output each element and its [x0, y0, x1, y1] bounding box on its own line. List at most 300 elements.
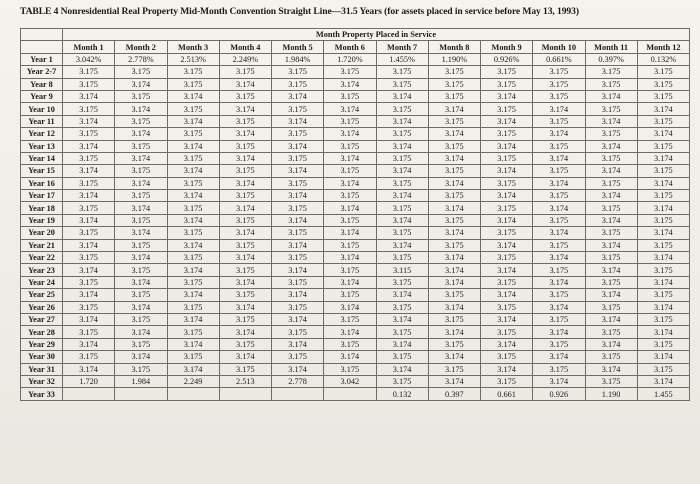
table-cell: 3.174: [115, 152, 167, 164]
row-header: Year 18: [21, 202, 63, 214]
table-cell: 3.175: [115, 165, 167, 177]
row-header: Year 24: [21, 276, 63, 288]
table-cell: 3.175: [324, 239, 376, 251]
table-row: [21, 53, 690, 65]
table-cell: 3.175: [272, 202, 324, 214]
table-row: [21, 313, 690, 325]
table-cell: 3.174: [637, 326, 689, 338]
table-cell: 2.513: [219, 375, 271, 387]
table-cell: 3.175: [376, 276, 428, 288]
table-cell: 3.174: [219, 177, 271, 189]
table-cell: 3.174: [115, 128, 167, 140]
table-cell: 3.174: [533, 152, 585, 164]
table-cell: 3.175: [481, 301, 533, 313]
table-cell: 3.175: [324, 214, 376, 226]
table-cell: 3.174: [585, 289, 637, 301]
table-row: [21, 103, 690, 115]
table-cell: 3.175: [585, 252, 637, 264]
table-cell: 3.174: [272, 289, 324, 301]
table-cell: 3.174: [481, 289, 533, 301]
table-cell: 1.720: [63, 375, 115, 387]
table-cell: 3.175: [115, 239, 167, 251]
table-cell: 3.174: [272, 115, 324, 127]
table-cell: 3.174: [428, 103, 480, 115]
table-cell: 3.175: [272, 326, 324, 338]
table-cell: 3.174: [376, 165, 428, 177]
table-cell: 3.174: [533, 177, 585, 189]
table-cell: 3.175: [324, 313, 376, 325]
table-cell: 3.174: [428, 301, 480, 313]
table-cell: 3.175: [428, 214, 480, 226]
table-cell: 0.397%: [585, 53, 637, 65]
table-cell: 3.175: [115, 90, 167, 102]
table-cell: 3.175: [167, 301, 219, 313]
table-cell: 3.174: [63, 115, 115, 127]
table-cell: 3.175: [585, 227, 637, 239]
table-cell: 3.174: [533, 276, 585, 288]
row-header: Year 13: [21, 140, 63, 152]
table-cell: 3.175: [376, 128, 428, 140]
table-cell: 3.174: [481, 140, 533, 152]
table-cell: 3.174: [167, 363, 219, 375]
table-cell: 3.175: [637, 115, 689, 127]
table-cell: 3.174: [376, 363, 428, 375]
table-cell: 3.175: [115, 140, 167, 152]
table-cell: 3.175: [219, 239, 271, 251]
table-cell: 3.175: [376, 375, 428, 387]
table-cell: 3.175: [219, 313, 271, 325]
table-cell: 3.175: [63, 103, 115, 115]
table-cell: 3.174: [63, 190, 115, 202]
table-cell: 3.174: [428, 326, 480, 338]
table-cell: 3.174: [272, 165, 324, 177]
table-cell: 3.175: [63, 66, 115, 78]
table-cell: 3.174: [376, 140, 428, 152]
table-cell: 1.984: [115, 375, 167, 387]
table-cell: 3.174: [167, 190, 219, 202]
table-cell: 3.174: [115, 326, 167, 338]
table-cell: 3.174: [533, 227, 585, 239]
table-cell: 3.174: [272, 264, 324, 276]
table-cell: 3.174: [637, 227, 689, 239]
table-cell: 3.175: [115, 190, 167, 202]
table-cell: 3.175: [428, 78, 480, 90]
column-header: Month 4: [219, 41, 271, 53]
table-cell: 3.175: [376, 66, 428, 78]
table-cell: 3.174: [167, 115, 219, 127]
table-cell: 1.984%: [272, 53, 324, 65]
table-cell: 3.174: [428, 276, 480, 288]
row-header: Year 14: [21, 152, 63, 164]
table-cell: 3.175: [63, 202, 115, 214]
column-header: Month 6: [324, 41, 376, 53]
row-header: Year 27: [21, 313, 63, 325]
table-cell: 3.175: [533, 313, 585, 325]
table-cell: 3.175: [585, 177, 637, 189]
table-cell: 3.175: [585, 301, 637, 313]
column-header: Month 9: [481, 41, 533, 53]
table-cell: 0.397: [428, 388, 480, 401]
table-cell: 3.175: [376, 252, 428, 264]
table-cell: 3.175: [167, 227, 219, 239]
table-cell: 3.175: [481, 103, 533, 115]
table-cell: 3.174: [481, 363, 533, 375]
table-cell: 3.174: [481, 165, 533, 177]
table-cell: 3.175: [63, 252, 115, 264]
table-cell: 3.175: [63, 177, 115, 189]
table-cell: 3.175: [63, 326, 115, 338]
table-cell: 3.175: [324, 363, 376, 375]
table-cell: 3.175: [167, 351, 219, 363]
column-header: Month 11: [585, 41, 637, 53]
table-cell: 3.175: [585, 276, 637, 288]
table-cell: 3.174: [63, 90, 115, 102]
table-cell: 3.175: [533, 239, 585, 251]
table-cell: 3.174: [272, 338, 324, 350]
row-header: Year 28: [21, 326, 63, 338]
table-cell: 3.175: [272, 103, 324, 115]
row-header: Year 9: [21, 90, 63, 102]
table-cell: 3.174: [481, 264, 533, 276]
table-cell: 3.174: [428, 264, 480, 276]
table-cell: 3.175: [637, 239, 689, 251]
table-cell: 3.174: [637, 351, 689, 363]
table-cell: 3.174: [219, 202, 271, 214]
table-row: [21, 252, 690, 264]
table-cell: 3.174: [533, 375, 585, 387]
table-cell: 3.175: [585, 66, 637, 78]
table-cell: 3.175: [428, 90, 480, 102]
table-cell: 3.042%: [63, 53, 115, 65]
table-cell: 3.174: [585, 239, 637, 251]
table-cell: 3.174: [272, 239, 324, 251]
table-cell: 3.175: [167, 326, 219, 338]
table-cell: 3.174: [637, 276, 689, 288]
row-header: Year 26: [21, 301, 63, 313]
table-cell: 3.174: [167, 313, 219, 325]
table-cell: 3.174: [272, 140, 324, 152]
table-cell: 3.175: [428, 190, 480, 202]
table-cell: 3.174: [637, 375, 689, 387]
table-cell: 3.174: [533, 301, 585, 313]
table-cell: 3.174: [167, 90, 219, 102]
table-cell: 3.175: [637, 214, 689, 226]
table-cell: 3.175: [115, 289, 167, 301]
table-cell: 3.175: [428, 115, 480, 127]
table-cell: 3.175: [272, 78, 324, 90]
table-cell: 3.174: [637, 177, 689, 189]
table-cell: 3.174: [63, 214, 115, 226]
table-cell: 3.175: [533, 66, 585, 78]
table-row: [21, 264, 690, 276]
table-cell: 3.175: [637, 165, 689, 177]
table-cell: 3.175: [637, 363, 689, 375]
table-cell: 3.175: [167, 202, 219, 214]
table-cell: 3.174: [219, 351, 271, 363]
row-header: Year 11: [21, 115, 63, 127]
table-cell: 3.174: [167, 239, 219, 251]
corner-cell-2: [21, 41, 63, 53]
table-row: [21, 190, 690, 202]
table-cell: 3.174: [481, 313, 533, 325]
table-cell: 3.174: [533, 128, 585, 140]
table-cell: 3.174: [585, 313, 637, 325]
table-cell: 3.174: [63, 338, 115, 350]
table-cell: 3.175: [63, 128, 115, 140]
row-header: Year 30: [21, 351, 63, 363]
table-cell: 3.174: [219, 152, 271, 164]
column-header: Month 10: [533, 41, 585, 53]
table-cell: 3.175: [428, 239, 480, 251]
table-cell: 3.174: [219, 252, 271, 264]
table-cell: 3.175: [63, 276, 115, 288]
table-cell: 3.174: [115, 202, 167, 214]
table-cell: 3.175: [167, 252, 219, 264]
table-cell: 3.175: [637, 78, 689, 90]
table-cell: 3.175: [63, 301, 115, 313]
table-cell: 3.175: [637, 66, 689, 78]
table-cell: 3.175: [115, 338, 167, 350]
table-cell: 3.174: [585, 264, 637, 276]
table-cell: 3.174: [428, 202, 480, 214]
table-cell: 3.174: [324, 227, 376, 239]
table-row: [21, 214, 690, 226]
table-cell: 3.175: [272, 66, 324, 78]
table-cell: [219, 388, 271, 401]
row-header: Year 23: [21, 264, 63, 276]
row-header: Year 31: [21, 363, 63, 375]
table-cell: 3.175: [428, 140, 480, 152]
table-cell: 3.174: [219, 276, 271, 288]
table-cell: [272, 388, 324, 401]
table-cell: 3.174: [272, 90, 324, 102]
table-cell: 1.455: [637, 388, 689, 401]
table-cell: 3.174: [324, 128, 376, 140]
table-cell: 3.174: [481, 338, 533, 350]
table-cell: 3.175: [219, 140, 271, 152]
table-cell: 3.175: [585, 326, 637, 338]
table-cell: 3.174: [481, 190, 533, 202]
table-cell: [324, 388, 376, 401]
table-cell: 3.175: [376, 103, 428, 115]
table-row: [21, 66, 690, 78]
table-cell: 3.174: [63, 165, 115, 177]
table-row: [21, 338, 690, 350]
table-row: [21, 326, 690, 338]
table-row: [21, 90, 690, 102]
row-header: Year 19: [21, 214, 63, 226]
table-cell: 3.175: [533, 338, 585, 350]
table-cell: 3.042: [324, 375, 376, 387]
table-cell: 3.175: [272, 351, 324, 363]
table-cell: 2.778: [272, 375, 324, 387]
table-cell: [115, 388, 167, 401]
table-cell: 3.175: [481, 326, 533, 338]
table-cell: 3.175: [63, 78, 115, 90]
table-cell: 3.175: [533, 140, 585, 152]
table-row: [21, 202, 690, 214]
table-cell: 3.174: [533, 252, 585, 264]
table-cell: 3.174: [585, 115, 637, 127]
table-cell: 3.174: [428, 252, 480, 264]
table-cell: 3.175: [219, 90, 271, 102]
table-cell: 3.175: [481, 252, 533, 264]
table-cell: 3.175: [637, 90, 689, 102]
table-cell: 3.174: [115, 301, 167, 313]
table-cell: 3.175: [481, 66, 533, 78]
table-cell: 3.174: [637, 152, 689, 164]
table-cell: 3.175: [219, 338, 271, 350]
table-cell: 3.174: [219, 227, 271, 239]
table-cell: 3.174: [637, 252, 689, 264]
corner-cell: [21, 29, 63, 41]
table-cell: 3.175: [533, 289, 585, 301]
table-cell: 3.175: [428, 313, 480, 325]
table-cell: 3.175: [167, 128, 219, 140]
row-header: Year 15: [21, 165, 63, 177]
table-cell: 3.174: [637, 202, 689, 214]
table-cell: 3.174: [115, 351, 167, 363]
table-title: TABLE 4 Nonresidential Real Property Mid-Month Convention Straight Line—31.5 Years (for assets placed in service before May 13, 1993): [20, 6, 579, 17]
table-cell: 3.175: [637, 313, 689, 325]
table-cell: 3.175: [219, 264, 271, 276]
table-cell: 3.175: [115, 66, 167, 78]
table-cell: 3.174: [63, 363, 115, 375]
table-row: [21, 363, 690, 375]
table-cell: 3.175: [585, 103, 637, 115]
table-cell: 3.175: [533, 90, 585, 102]
table-cell: 3.175: [533, 78, 585, 90]
table-cell: 3.174: [481, 239, 533, 251]
table-cell: 3.174: [115, 103, 167, 115]
table-cell: 3.174: [585, 140, 637, 152]
row-header: Year 12: [21, 128, 63, 140]
table-row: [21, 177, 690, 189]
table-cell: 3.174: [376, 289, 428, 301]
table-cell: 3.174: [637, 103, 689, 115]
table-cell: 3.175: [324, 140, 376, 152]
table-cell: 3.175: [115, 264, 167, 276]
table-cell: 3.175: [481, 177, 533, 189]
table-cell: 3.174: [219, 128, 271, 140]
table-cell: 3.174: [324, 252, 376, 264]
table-cell: 3.175: [115, 313, 167, 325]
table-cell: 3.175: [115, 214, 167, 226]
table-cell: 3.175: [63, 152, 115, 164]
table-cell: 3.174: [324, 301, 376, 313]
table-cell: 3.175: [63, 227, 115, 239]
table-cell: 3.175: [428, 289, 480, 301]
column-header-row: [21, 41, 690, 53]
table-cell: 3.174: [376, 115, 428, 127]
table-cell: 3.174: [272, 313, 324, 325]
table-cell: 3.174: [324, 103, 376, 115]
table-cell: 3.175: [324, 338, 376, 350]
table-cell: 1.455%: [376, 53, 428, 65]
table-body: [21, 53, 690, 401]
table-cell: 3.174: [167, 289, 219, 301]
table-cell: 3.175: [481, 375, 533, 387]
table-row: [21, 301, 690, 313]
table-cell: 3.175: [637, 338, 689, 350]
table-cell: 3.175: [272, 227, 324, 239]
table-cell: 3.175: [272, 152, 324, 164]
table-cell: 2.778%: [115, 53, 167, 65]
table-cell: 3.175: [637, 289, 689, 301]
table-cell: 3.175: [219, 214, 271, 226]
table-cell: 3.175: [376, 177, 428, 189]
table-cell: 3.175: [376, 152, 428, 164]
table-cell: 3.175: [324, 165, 376, 177]
table-cell: 3.175: [585, 375, 637, 387]
table-cell: 3.175: [481, 202, 533, 214]
row-header: Year 22: [21, 252, 63, 264]
table-cell: 3.174: [324, 326, 376, 338]
table-cell: 3.174: [585, 214, 637, 226]
table-cell: 3.175: [585, 351, 637, 363]
table-cell: 3.175: [481, 152, 533, 164]
table-cell: 3.175: [533, 363, 585, 375]
depreciation-table: [20, 28, 690, 401]
table-cell: 3.174: [428, 177, 480, 189]
table-cell: 3.174: [219, 78, 271, 90]
table-cell: 3.174: [324, 276, 376, 288]
table-cell: 3.174: [272, 363, 324, 375]
table-row: [21, 388, 690, 401]
table-cell: 3.175: [585, 78, 637, 90]
table-cell: 3.175: [481, 276, 533, 288]
table-row: [21, 140, 690, 152]
row-header: Year 20: [21, 227, 63, 239]
table-row: [21, 78, 690, 90]
table-cell: 3.175: [324, 264, 376, 276]
row-header: Year 8: [21, 78, 63, 90]
table-cell: 3.175: [428, 66, 480, 78]
table-cell: 3.174: [533, 326, 585, 338]
table-cell: 0.926%: [481, 53, 533, 65]
table-cell: 3.175: [167, 103, 219, 115]
table-cell: 3.175: [324, 190, 376, 202]
table-cell: 3.174: [376, 214, 428, 226]
table-cell: 3.174: [324, 351, 376, 363]
table-row: [21, 227, 690, 239]
table-cell: 3.174: [219, 326, 271, 338]
table-cell: 3.175: [585, 152, 637, 164]
table-cell: 3.174: [115, 78, 167, 90]
table-cell: 3.175: [115, 115, 167, 127]
table-cell: 3.174: [115, 227, 167, 239]
table-cell: 3.174: [481, 115, 533, 127]
table-row: [21, 239, 690, 251]
table-cell: 3.175: [376, 301, 428, 313]
column-header: Month 2: [115, 41, 167, 53]
column-header: Month 12: [637, 41, 689, 53]
table-cell: 3.174: [585, 338, 637, 350]
table-cell: 3.175: [167, 78, 219, 90]
column-header: Month 5: [272, 41, 324, 53]
table-row: [21, 276, 690, 288]
table-cell: 0.661%: [533, 53, 585, 65]
table-cell: 3.174: [63, 239, 115, 251]
table-cell: 3.175: [428, 165, 480, 177]
table-cell: 0.926: [533, 388, 585, 401]
row-header: Year 29: [21, 338, 63, 350]
table-row: [21, 375, 690, 387]
table-cell: 2.249%: [219, 53, 271, 65]
table-row: [21, 128, 690, 140]
table-cell: 3.175: [637, 264, 689, 276]
table-cell: 3.175: [219, 165, 271, 177]
